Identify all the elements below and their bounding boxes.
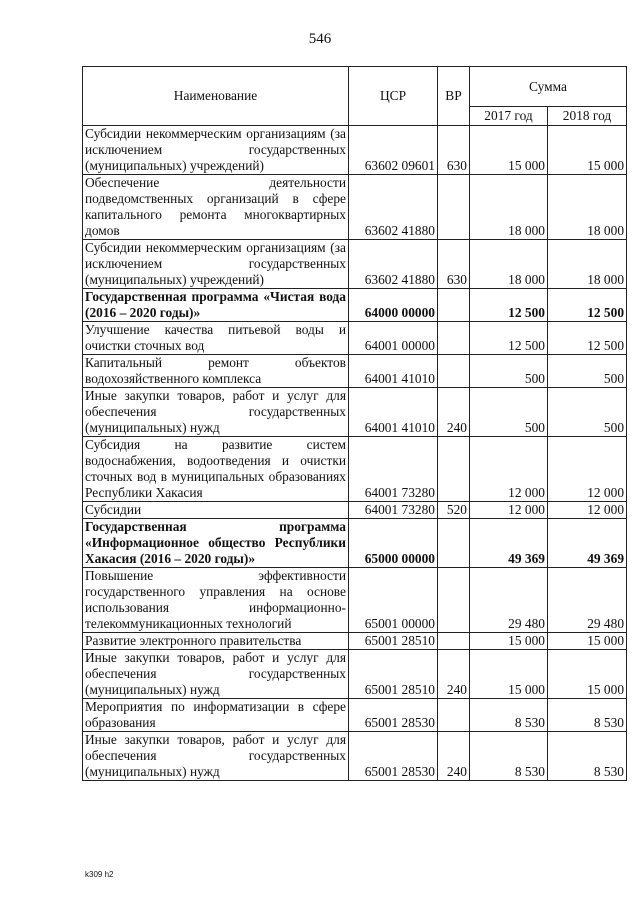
row-sum-2018: 8 530	[548, 699, 627, 732]
row-sum-2017: 8 530	[470, 732, 548, 781]
page-number: 546	[308, 31, 332, 47]
row-name: Иные закупки товаров, работ и услуг для обеспечения государственных (муниципальных) нужд	[83, 650, 349, 699]
row-csr: 65001 00000	[349, 568, 438, 633]
row-sum-2018: 18 000	[548, 175, 627, 240]
row-name: Субсидии некоммерческим организациям (за исключением государственных (муниципальных) учреждений)	[83, 240, 349, 289]
row-sum-2018: 15 000	[548, 126, 627, 175]
row-csr: 65001 28530	[349, 699, 438, 732]
row-sum-2017: 15 000	[470, 126, 548, 175]
row-sum-2018: 15 000	[548, 633, 627, 650]
row-csr: 64001 73280	[349, 502, 438, 519]
table-row	[83, 388, 627, 437]
row-sum-2018: 15 000	[548, 650, 627, 699]
row-csr: 64000 00000	[349, 289, 438, 322]
row-vr	[438, 175, 470, 240]
header-sum: Сумма	[470, 67, 627, 107]
row-sum-2017: 12 500	[470, 289, 548, 322]
table-body	[83, 126, 627, 781]
row-vr: 520	[438, 502, 470, 519]
row-vr	[438, 633, 470, 650]
row-csr: 65000 00000	[349, 519, 438, 568]
row-name: Обеспечение деятельности подведомственных организаций в сфере капитального ремонта многоквартирных домов	[83, 175, 349, 240]
row-csr: 63602 41880	[349, 175, 438, 240]
row-name: Мероприятия по информатизации в сфере образования	[83, 699, 349, 732]
row-csr: 64001 00000	[349, 322, 438, 355]
row-sum-2018: 500	[548, 388, 627, 437]
row-sum-2018: 500	[548, 355, 627, 388]
row-vr	[438, 289, 470, 322]
row-name: Субсидии некоммерческим организациям (за исключением государственных (муниципальных) учреждений)	[83, 126, 349, 175]
row-sum-2017: 8 530	[470, 699, 548, 732]
row-name: Иные закупки товаров, работ и услуг для обеспечения государственных (муниципальных) нужд	[83, 732, 349, 781]
row-sum-2018: 29 480	[548, 568, 627, 633]
header-vr: ВР	[438, 67, 470, 126]
table-row	[83, 650, 627, 699]
table-row	[83, 502, 627, 519]
table-row	[83, 240, 627, 289]
row-csr: 64001 41010	[349, 388, 438, 437]
row-sum-2018: 12 000	[548, 502, 627, 519]
table-row	[83, 568, 627, 633]
row-vr: 240	[438, 732, 470, 781]
row-sum-2017: 18 000	[470, 175, 548, 240]
budget-table	[82, 66, 627, 781]
row-sum-2017: 500	[470, 355, 548, 388]
row-csr: 64001 73280	[349, 437, 438, 502]
table-row	[83, 633, 627, 650]
row-vr	[438, 355, 470, 388]
row-sum-2017: 15 000	[470, 650, 548, 699]
row-sum-2017: 12 500	[470, 322, 548, 355]
row-sum-2017: 12 000	[470, 502, 548, 519]
row-sum-2018: 18 000	[548, 240, 627, 289]
row-name: Улучшение качества питьевой воды и очистки сточных вод	[83, 322, 349, 355]
row-name: Субсидии	[83, 502, 349, 519]
table-row	[83, 175, 627, 240]
row-csr: 63602 41880	[349, 240, 438, 289]
row-name: Государственная программа «Информационное общество Республики Хакасия (2016 – 2020 годы)»	[83, 519, 349, 568]
row-sum-2017: 500	[470, 388, 548, 437]
table-row	[83, 355, 627, 388]
row-name: Субсидия на развитие систем водоснабжения, водоотведения и очистки сточных вод в муниципальных образованиях Республики Хакасия	[83, 437, 349, 502]
row-sum-2018: 8 530	[548, 732, 627, 781]
row-csr: 65001 28510	[349, 633, 438, 650]
row-sum-2018: 12 500	[548, 322, 627, 355]
row-name: Государственная программа «Чистая вода (2016 – 2020 годы)»	[83, 289, 349, 322]
row-sum-2017: 18 000	[470, 240, 548, 289]
row-vr	[438, 437, 470, 502]
table-row	[83, 322, 627, 355]
row-sum-2018: 12 000	[548, 437, 627, 502]
row-sum-2018: 12 500	[548, 289, 627, 322]
row-sum-2018: 49 369	[548, 519, 627, 568]
table-row	[83, 437, 627, 502]
row-sum-2017: 29 480	[470, 568, 548, 633]
row-sum-2017: 15 000	[470, 633, 548, 650]
row-name: Иные закупки товаров, работ и услуг для обеспечения государственных (муниципальных) нужд	[83, 388, 349, 437]
row-vr	[438, 519, 470, 568]
row-name: Развитие электронного правительства	[83, 633, 349, 650]
row-vr	[438, 568, 470, 633]
header-csr: ЦСР	[349, 67, 438, 126]
row-csr: 64001 41010	[349, 355, 438, 388]
row-sum-2017: 49 369	[470, 519, 548, 568]
header-year-2018: 2018 год	[548, 107, 627, 126]
table-row	[83, 126, 627, 175]
row-csr: 65001 28530	[349, 732, 438, 781]
row-name: Повышение эффективности государственного управления на основе использования информационно-телекоммуникационных технологий	[83, 568, 349, 633]
row-vr: 630	[438, 126, 470, 175]
row-sum-2017: 12 000	[470, 437, 548, 502]
row-csr: 63602 09601	[349, 126, 438, 175]
table-row	[83, 519, 627, 568]
table-row	[83, 732, 627, 781]
row-vr	[438, 322, 470, 355]
row-name: Капитальный ремонт объектов водохозяйственного комплекса	[83, 355, 349, 388]
table-row	[83, 699, 627, 732]
row-csr: 65001 28510	[349, 650, 438, 699]
header-name: Наименование	[83, 67, 349, 126]
row-vr: 240	[438, 650, 470, 699]
footer-code: k309 h2	[85, 870, 114, 879]
row-vr	[438, 699, 470, 732]
row-vr: 630	[438, 240, 470, 289]
table-row	[83, 289, 627, 322]
header-year-2017: 2017 год	[470, 107, 548, 126]
row-vr: 240	[438, 388, 470, 437]
